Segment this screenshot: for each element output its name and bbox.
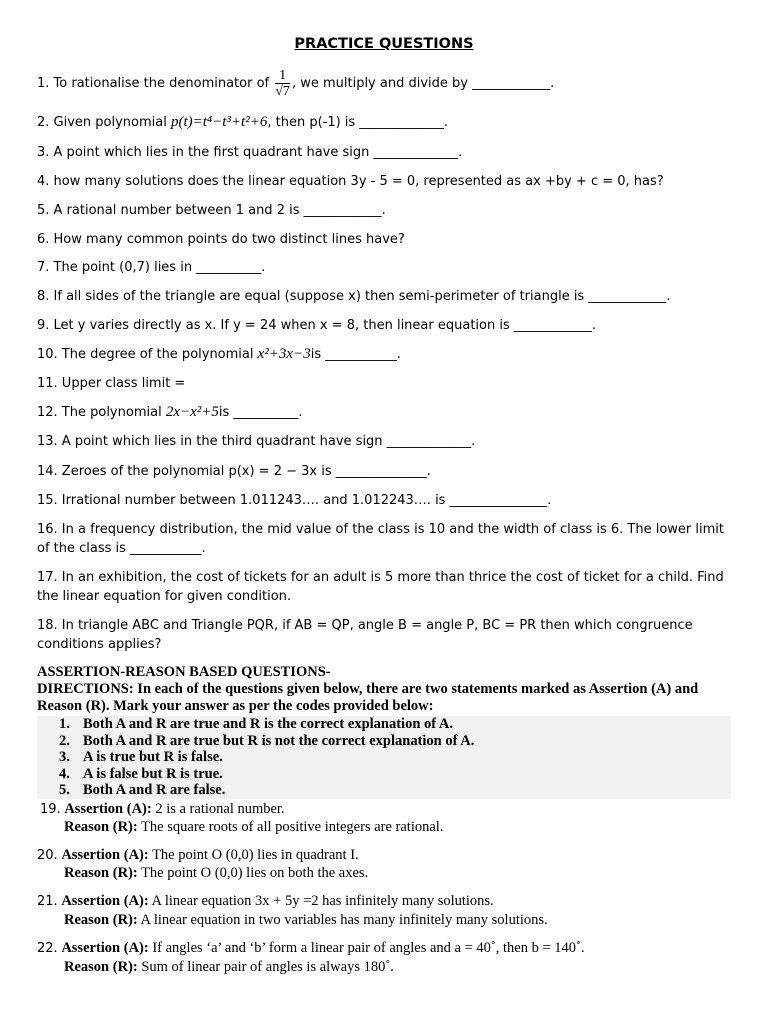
polynomial-expression: p(t)=t⁴−t³+t²+6 bbox=[170, 114, 268, 130]
question-14: 14. Zeroes of the polynomial p(x) = 2 − 3x is ______________. bbox=[37, 464, 431, 479]
question-15: 15. Irrational number between 1.011243…. and 1.012243…. is _______________. bbox=[37, 493, 552, 508]
answer-code-1: 1. Both A and R are true and R is the correct explanation of A. bbox=[59, 716, 454, 732]
question-18: 18. In triangle ABC and Triangle PQR, if AB = QP, angle B = angle P, BC = PR then which congruence conditions applies? bbox=[37, 618, 693, 652]
answer-code-3: 3. A is true but R is false. bbox=[59, 749, 223, 765]
question-13: 13. A point which lies in the third quadrant have sign _____________. bbox=[37, 434, 476, 449]
reason-22: Reason (R): Sum of linear pair of angles is always 180˚. bbox=[64, 959, 394, 975]
question-12: 12. The polynomial 2x−x²+5is __________. bbox=[37, 404, 303, 420]
answer-code-4: 4. A is false but R is true. bbox=[59, 765, 223, 782]
answer-code-5: 5. Both A and R are false. bbox=[59, 782, 226, 798]
question-9: 9. Let y varies directly as x. If y = 24 when x = 8, then linear equation is ____________. bbox=[37, 318, 596, 333]
question-6: 6. How many common points do two distinct lines have? bbox=[37, 232, 405, 247]
answer-codes-list bbox=[37, 716, 731, 799]
assertion-reason-section bbox=[37, 664, 737, 715]
question-3: 3. A point which lies in the first quadrant have sign _____________. bbox=[37, 145, 463, 160]
polynomial-expression: 2x−x²+5 bbox=[165, 404, 219, 420]
question-4: 4. how many solutions does the linear equation 3y - 5 = 0, represented as ax +by + c = 0, has? bbox=[37, 174, 664, 189]
question-1: 1. To rationalise the denominator of $\frac{1}{√7}$ , we multiply and divide by ____________. bbox=[37, 68, 555, 99]
page-title: PRACTICE QUESTIONS bbox=[294, 36, 474, 52]
assertion-20: 20. Assertion (A): The point O (0,0) lies in quadrant I. bbox=[37, 847, 359, 863]
question-7: 7. The point (0,7) lies in __________. bbox=[37, 260, 266, 275]
section-heading: ASSERTION-REASON BASED QUESTIONS- bbox=[37, 664, 331, 680]
fraction-one-over-root-seven: $\frac{1}{√7}$ bbox=[275, 68, 290, 99]
assertion-21: 21. Assertion (A): A linear equation 3x + 5y =2 has infinitely many solutions. bbox=[37, 893, 494, 909]
question-17: 17. In an exhibition, the cost of tickets for an adult is 5 more than thrice the cost of ticket for a child. Find the linear equation for given condition. bbox=[37, 570, 724, 604]
question-8: 8. If all sides of the triangle are equal (suppose x) then semi-perimeter of triangle is ____________. bbox=[37, 289, 671, 304]
directions-text: DIRECTIONS: In each of the questions given below, there are two statements marked as Assertion (A) and Reason (R). Mark your answer as per the codes provided below: bbox=[37, 681, 699, 714]
assertion-19: 19. Assertion (A): 2 is a rational number. bbox=[40, 801, 285, 817]
reason-19: Reason (R): The square roots of all positive integers are rational. bbox=[64, 819, 444, 835]
answer-code-2: 2. Both A and R are true but R is not the correct explanation of A. bbox=[59, 732, 475, 749]
reason-20: Reason (R): The point O (0,0) lies on both the axes. bbox=[64, 865, 369, 881]
question-16: 16. In a frequency distribution, the mid value of the class is 10 and the width of class is 6. The lower limit of the class is ___________. bbox=[37, 522, 725, 556]
question-5: 5. A rational number between 1 and 2 is ____________. bbox=[37, 203, 386, 218]
assertion-22: 22. Assertion (A): If angles ‘a’ and ‘b’ form a linear pair of angles and a = 40˚, then b = 140˚. bbox=[37, 940, 585, 956]
polynomial-expression: x²+3x−3 bbox=[257, 346, 311, 362]
question-10: 10. The degree of the polynomial x²+3x−3is ___________. bbox=[37, 346, 401, 362]
question-11: 11. Upper class limit = bbox=[37, 376, 186, 391]
question-2: 2. Given polynomial p(t)=t⁴−t³+t²+6, then p(-1) is _____________. bbox=[37, 114, 448, 130]
reason-21: Reason (R): A linear equation in two variables has many infinitely many solutions. bbox=[64, 912, 548, 928]
